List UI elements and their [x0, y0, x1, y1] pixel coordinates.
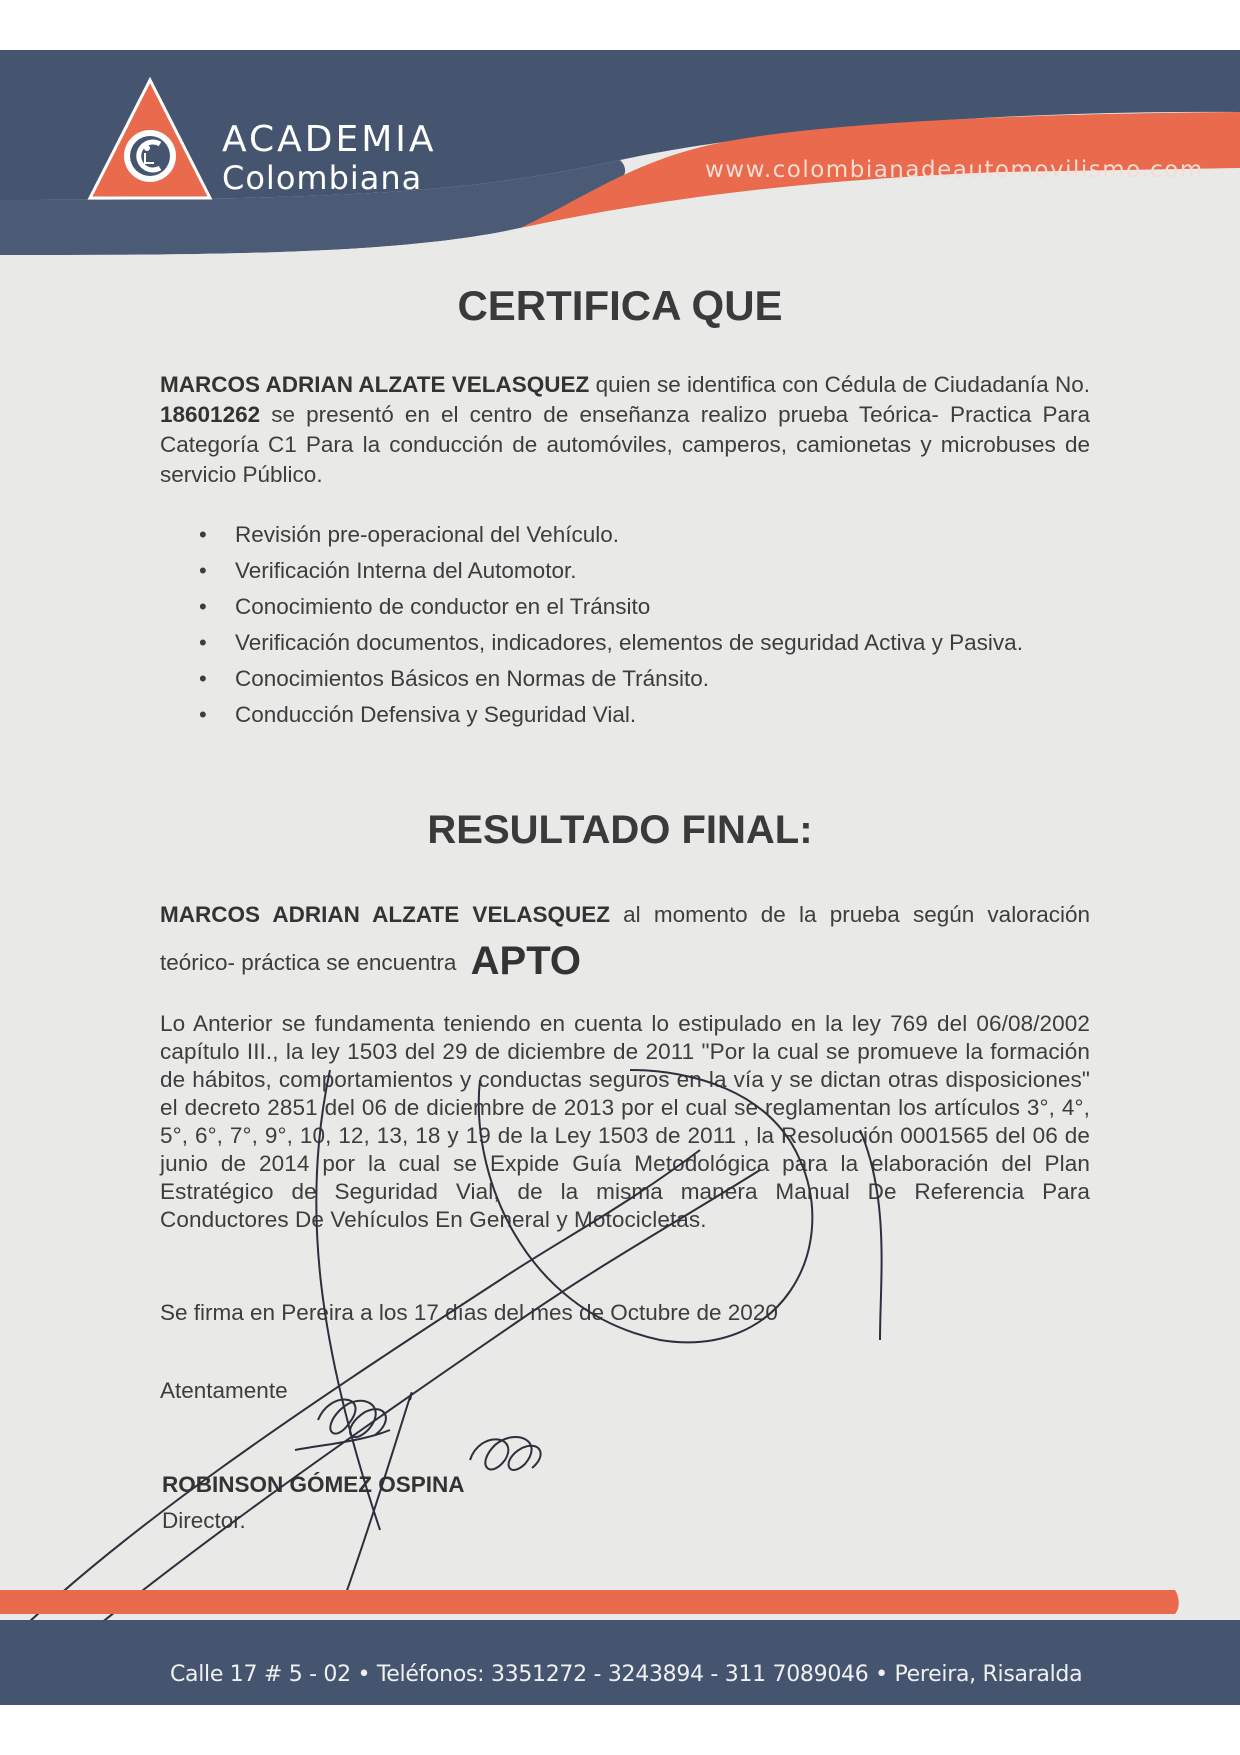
list-item: • Verificación documentos, indicadores, elementos de seguridad Activa y Pasiva. — [195, 628, 1090, 658]
evaluation-items-list — [195, 520, 1090, 736]
intro-text-1: quien se identifica con Cédula de Ciudadanía No. — [589, 372, 1090, 397]
list-item: • Revisión pre-operacional del Vehículo. — [195, 520, 1090, 550]
list-item: • Conocimientos Básicos en Normas de Tránsito. — [195, 664, 1090, 694]
person-name: MARCOS ADRIAN ALZATE VELASQUEZ — [160, 372, 590, 397]
bullet-icon: • — [199, 558, 207, 583]
id-number: 18601262 — [160, 402, 261, 427]
bullet-icon: • — [199, 594, 207, 619]
result-paragraph — [160, 892, 1090, 986]
website-url: www.colombianadeautomovilismo.com — [705, 157, 1204, 183]
closing-text: Atentamente — [160, 1378, 288, 1403]
result-title: RESULTADO FINAL: — [427, 808, 813, 852]
signatory-name: ROBINSON GÓMEZ OSPINA — [162, 1472, 465, 1497]
signing-date: Se firma en Pereira a los 17 días del mes de Octubre de 2020 — [160, 1300, 778, 1325]
certificate-sheet — [0, 50, 1240, 1705]
signatory-role: Director. — [162, 1508, 246, 1533]
list-item: • Conducción Defensiva y Seguridad Vial. — [195, 700, 1090, 730]
legal-basis-paragraph: Lo Anterior se fundamenta teniendo en cuenta lo estipulado en la ley 769 del 06/08/2002 capítulo III., la ley 1503 del 29 de diciembre de 2011 "Por la cual se promueve la formación de hábitos, comportamientos y conductas seguros en la vía y se dictan otras disposiciones" el decreto 2851 del 06 de diciembre de 2013 por el cual se reglamentan los artículos 3°, 4°, 5°, 6°, 7°, 9°, 10, 12, 13, 18 y 19 de la Ley 1503 de 2011 , la Resolución 0001565 del 06 de junio de 2014 por la cual se Expide Guía Metodológica para la elaboración del Plan Estratégico de Seguridad Vial, de la misma manera Manual De Referencia Para Conductores De Vehículos En General y Motocicletas. — [160, 1011, 1090, 1232]
intro-paragraph — [160, 370, 1090, 490]
logo-wordmark — [222, 119, 437, 197]
bullet-icon: • — [199, 630, 207, 655]
result-text: al momento de la prueba según valoración teórico- práctica se encuentra — [160, 902, 1090, 975]
logo-line-academia: ACADEMIA — [222, 119, 437, 160]
certificate-title: CERTIFICA QUE — [457, 282, 783, 329]
list-item: • Conocimiento de conductor en el Tránsito — [195, 592, 1090, 622]
bullet-icon: • — [199, 702, 207, 727]
list-item: • Verificación Interna del Automotor. — [195, 556, 1090, 586]
bullet-icon: • — [199, 522, 207, 547]
logo-line-colombiana: Colombiana — [222, 159, 423, 197]
footer-contact: Calle 17 # 5 - 02 • Teléfonos: 3351272 - 3243894 - 311 7089046 • Pereira, Risaralda — [170, 1662, 1083, 1687]
footer-banner — [0, 1590, 1240, 1705]
intro-text-2: se presentó en el centro de enseñanza realizo prueba Teórica- Practica Para Categoría C1 Para la conducción de automóviles, camperos, camionetas y microbuses de servicio Público. — [160, 402, 1090, 487]
result-verdict: APTO — [470, 939, 582, 983]
bullet-icon: • — [199, 666, 207, 691]
person-name: MARCOS ADRIAN ALZATE VELASQUEZ — [160, 902, 610, 927]
